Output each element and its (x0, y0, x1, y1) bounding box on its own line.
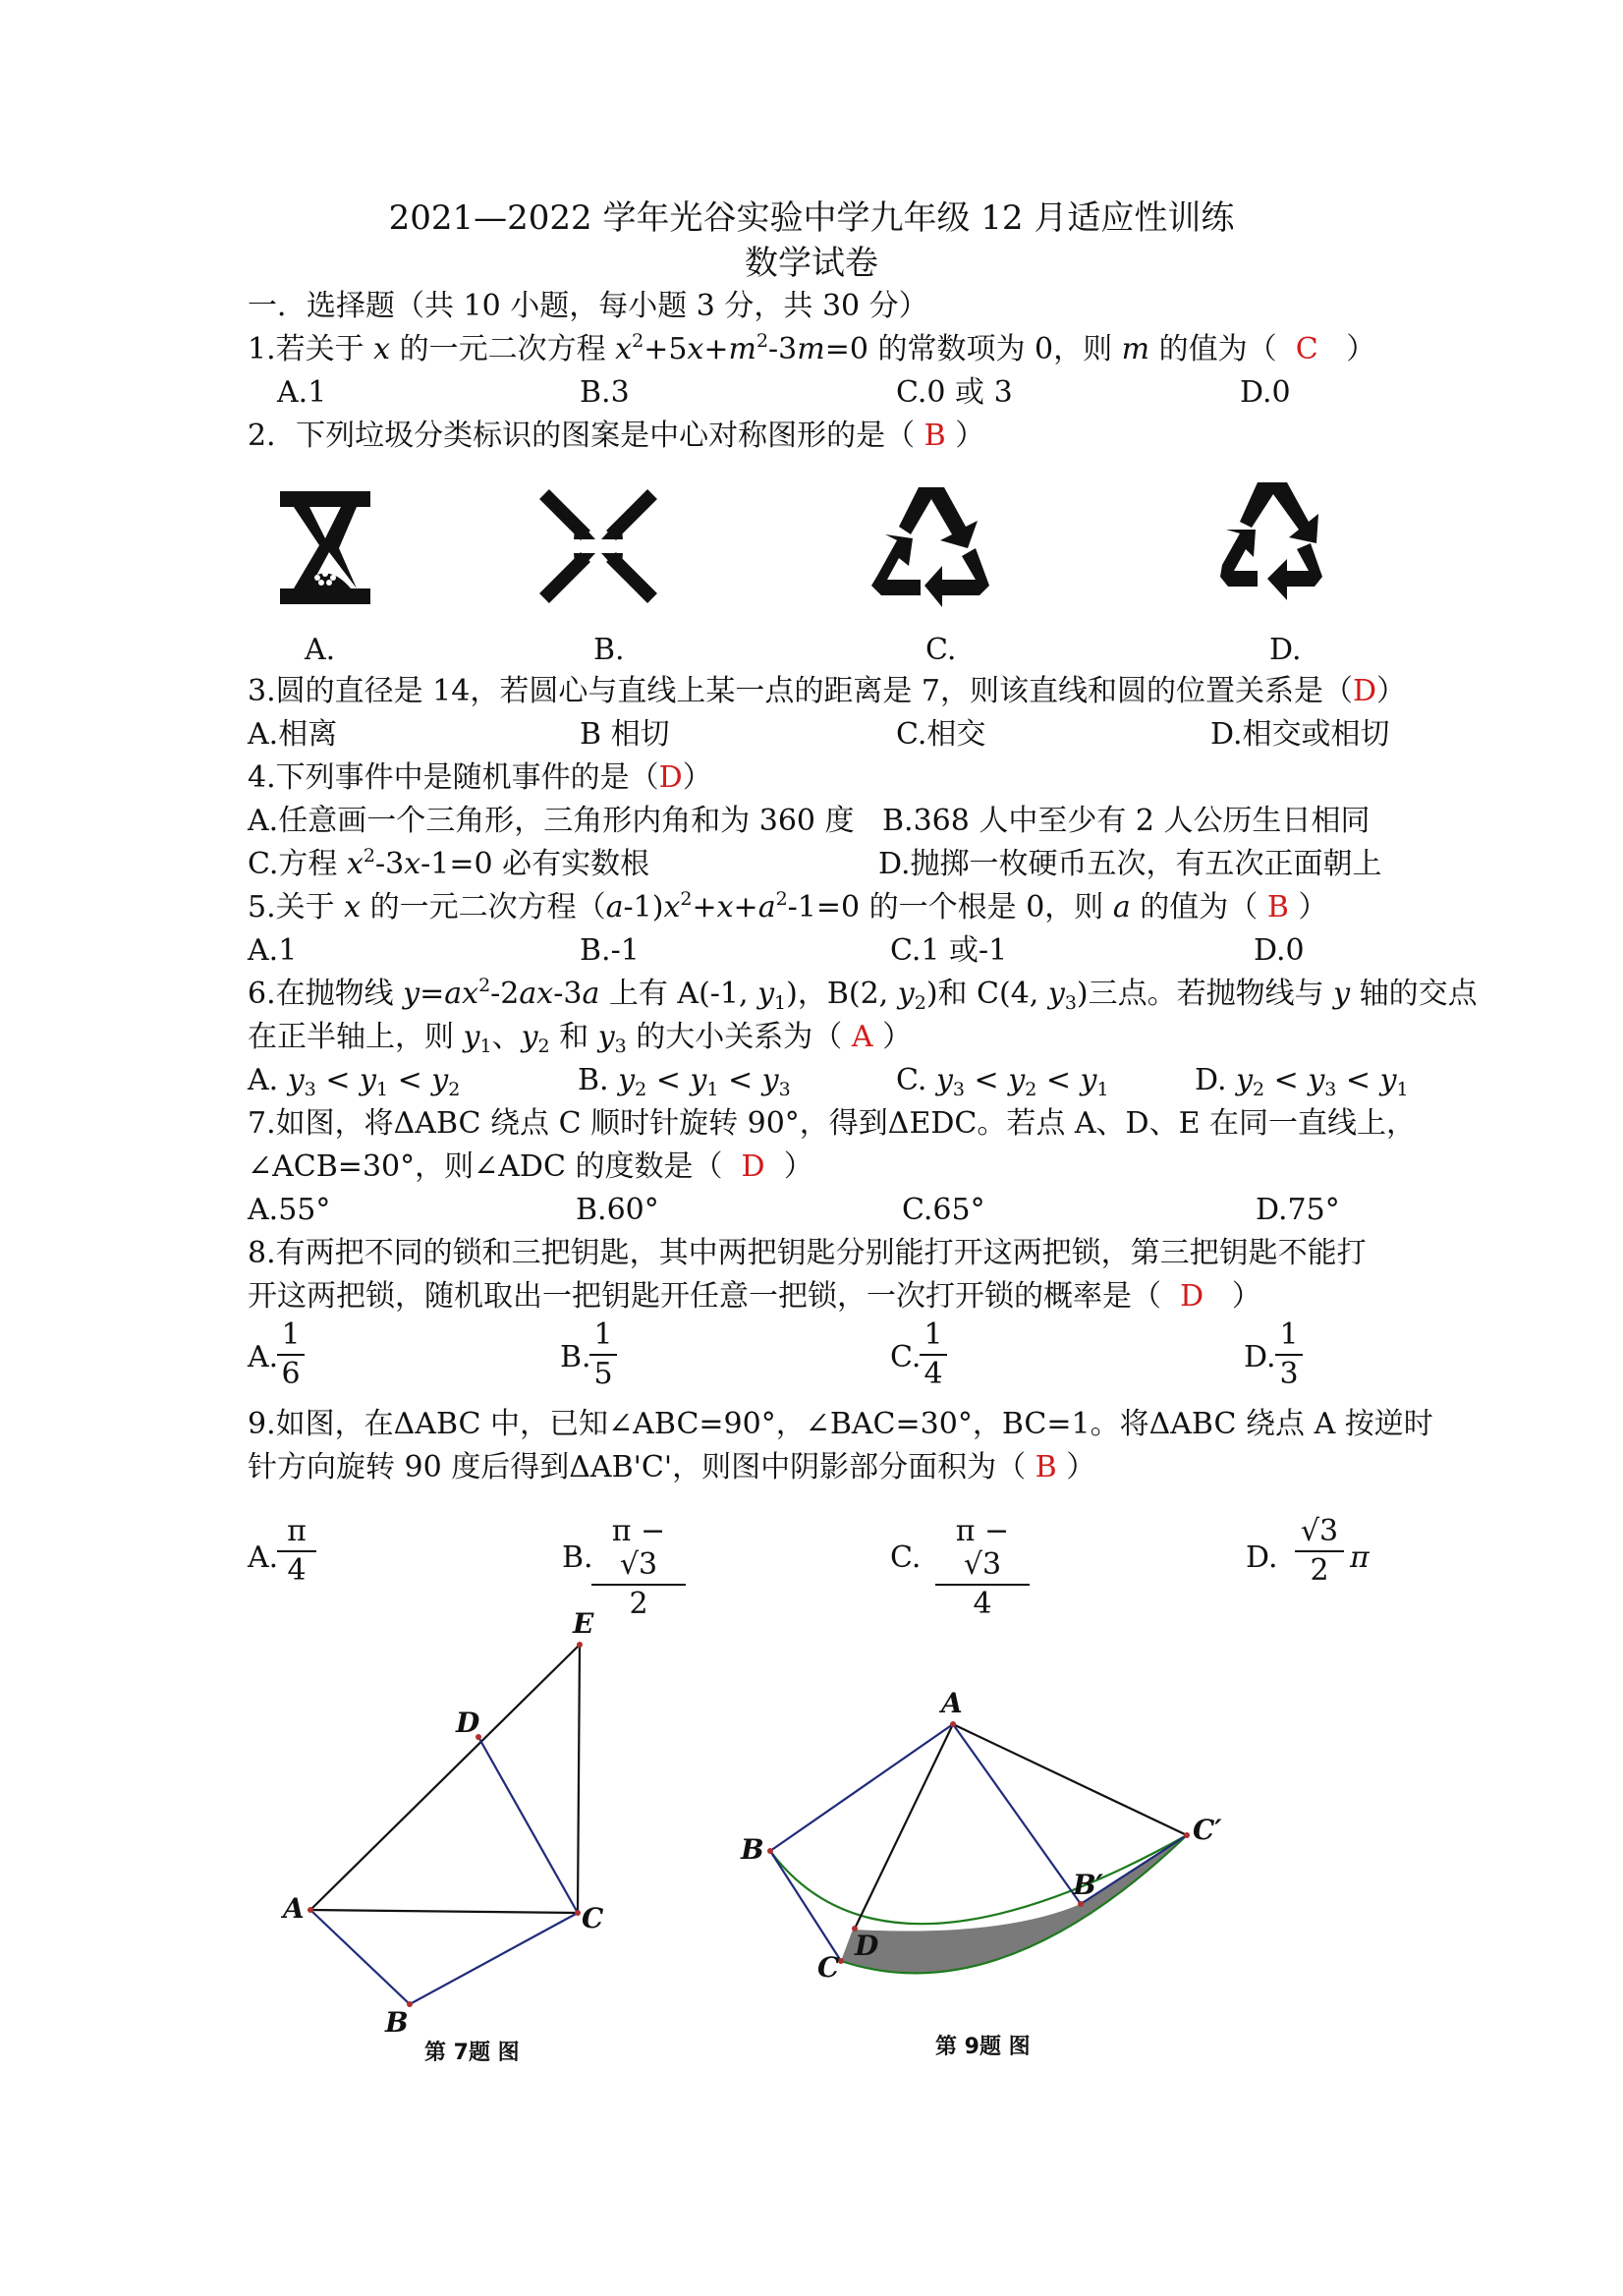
answer-mark: B (923, 419, 946, 453)
question-9: 9.如图，在ΔABC 中，已知∠ABC=90°，∠BAC=30°，BC=1。将ΔABC 绕点 A 按逆时 (248, 1407, 1433, 1441)
question-2: 2．下列垃圾分类标识的图案是中心对称图形的是（ B ） (248, 419, 985, 453)
answer-mark: B (1266, 890, 1289, 924)
option-a: A. $y_3 < y_1 < y_2$ (248, 1063, 461, 1100)
answer-mark: C (1295, 332, 1318, 366)
option-b-fraction: π − √3 2 (591, 1515, 686, 1621)
option-c: C.65° (902, 1193, 985, 1227)
question-9-line-2: 针方向旋转 90 度后得到ΔAB'C'，则图中阴影部分面积为（ B ） (248, 1450, 1096, 1484)
option-d: D.0 (1240, 375, 1291, 410)
option-a: A.1 (277, 375, 327, 410)
option-a: A.相离 (248, 717, 338, 752)
option-a: A.任意画一个三角形，三角形内角和为 360 度 (248, 804, 855, 838)
option-d: D.抛掷一枚硬币五次，有五次正面朝上 (878, 847, 1382, 881)
option-c-fraction: 1 4 (920, 1318, 947, 1391)
option-a: A. (305, 633, 336, 667)
label-a: A (283, 1892, 305, 1925)
question-8: 8.有两把不同的锁和三把钥匙，其中两把钥匙分别能打开这两把锁，第三把钥匙不能打 (248, 1236, 1367, 1270)
option-a: A.55° (248, 1193, 331, 1227)
option-c: C. (925, 633, 957, 667)
section-heading: 一．选择题（共 10 小题，每小题 3 分，共 30 分） (248, 289, 928, 323)
option-b: B.3 (580, 375, 630, 410)
option-a-label: A. (248, 1540, 279, 1575)
option-d: D.75° (1256, 1193, 1340, 1227)
figure-7-caption: 第 7题 图 (424, 2041, 520, 2065)
option-d: D. (1269, 633, 1302, 667)
option-c: C.方程 $x^2-3x-1=0$ 必有实数根 (248, 845, 650, 881)
label-c: C (582, 1902, 604, 1934)
option-a: A.1 (248, 933, 298, 968)
exam-subtitle: 数学试卷 (745, 244, 878, 283)
option-b: B. (593, 633, 625, 667)
option-d-label: D. (1244, 1340, 1276, 1374)
label-b-prime: B′ (1073, 1869, 1104, 1901)
answer-mark: D (1352, 674, 1377, 708)
question-8-line-2: 开这两把锁，随机取出一把钥匙开任意一把锁，一次打开锁的概率是（ D ） (248, 1279, 1261, 1314)
label-d: D (855, 1930, 879, 1962)
exam-title: 2021—2022 学年光谷实验中学九年级 12 月适应性训练 (388, 198, 1235, 238)
option-c-fraction: π − √3 4 (935, 1515, 1030, 1621)
option-c: C.0 或 3 (896, 375, 1013, 410)
answer-mark: D (741, 1149, 765, 1184)
question-6-line-2: 在正半轴上，则 $y_1$、$y_2$ 和 $y_3$ 的大小关系为（ A ） (248, 1020, 913, 1057)
label-b: B (385, 2006, 409, 2039)
question-7-line-2: ∠ACB=30°，则∠ADC 的度数是（ D ） (248, 1149, 813, 1184)
answer-mark: A (851, 1020, 873, 1054)
answer-mark: D (1180, 1279, 1204, 1314)
option-b-fraction: 1 5 (589, 1318, 617, 1391)
option-d-fraction: √3 2 (1295, 1515, 1344, 1588)
answer-mark: B (1035, 1450, 1057, 1484)
option-d-pi: π (1350, 1540, 1370, 1575)
option-b: B 相切 (580, 717, 670, 752)
label-c: C (817, 1951, 840, 1984)
question-1: 1.若关于 x 的一元二次方程 $x^2+5x+m^2-3m=0$ 的常数项为 0，则 m 的值为（ C ） (248, 330, 1376, 366)
option-a-label: A. (248, 1340, 279, 1374)
option-c: C.相交 (896, 717, 986, 752)
option-d-fraction: 1 3 (1275, 1318, 1303, 1391)
option-a-fraction: 1 6 (277, 1318, 305, 1391)
option-b-label: B. (562, 1540, 593, 1575)
question-3: 3.圆的直径是 14，若圆心与直线上某一点的距离是 7，则该直线和圆的位置关系是（D） (248, 674, 1407, 708)
option-b: B.-1 (580, 933, 640, 968)
label-a: A (941, 1687, 963, 1719)
option-b: B. $y_2 < y_1 < y_3$ (578, 1063, 791, 1100)
option-c: C.1 或-1 (890, 933, 1008, 968)
question-7: 7.如图，将ΔABC 绕点 C 顺时针旋转 90°，得到ΔEDC。若点 A、D、E 在同一直线上， (248, 1106, 1417, 1141)
option-c: C. $y_3 < y_2 < y_1$ (896, 1063, 1109, 1100)
option-c-label: C. (890, 1340, 922, 1374)
option-b-label: B. (560, 1340, 591, 1374)
option-a-fraction: π 4 (277, 1515, 316, 1588)
label-b: B (741, 1833, 764, 1866)
option-b: B.60° (576, 1193, 659, 1227)
option-d-label: D. (1246, 1540, 1278, 1575)
figure-9-caption: 第 9题 图 (935, 2035, 1031, 2059)
question-5: 5.关于 x 的一元二次方程$(a-1)x^2+x+a^2-1=0$ 的一个根是 0，则 a 的值为（ B ） (248, 888, 1328, 924)
question-6: 6.在抛物线 $y=ax^2-2ax-3a$ 上有 A(-1, $y_1$)，B(2, $y_2$)和 C(4, $y_3$)三点。若抛物线与 y 轴的交点 (248, 975, 1478, 1014)
label-e: E (573, 1607, 594, 1640)
option-d: D.0 (1254, 933, 1305, 968)
label-c-prime: C′ (1193, 1814, 1222, 1846)
option-d: D. $y_2 < y_3 < y_1$ (1195, 1063, 1409, 1100)
answer-mark: D (658, 760, 683, 795)
question-4: 4.下列事件中是随机事件的是（D） (248, 760, 712, 795)
option-d: D.相交或相切 (1210, 717, 1390, 752)
label-d: D (456, 1707, 480, 1739)
option-c-label: C. (890, 1540, 922, 1575)
option-b: B.368 人中至少有 2 人公历生日相同 (882, 804, 1371, 838)
